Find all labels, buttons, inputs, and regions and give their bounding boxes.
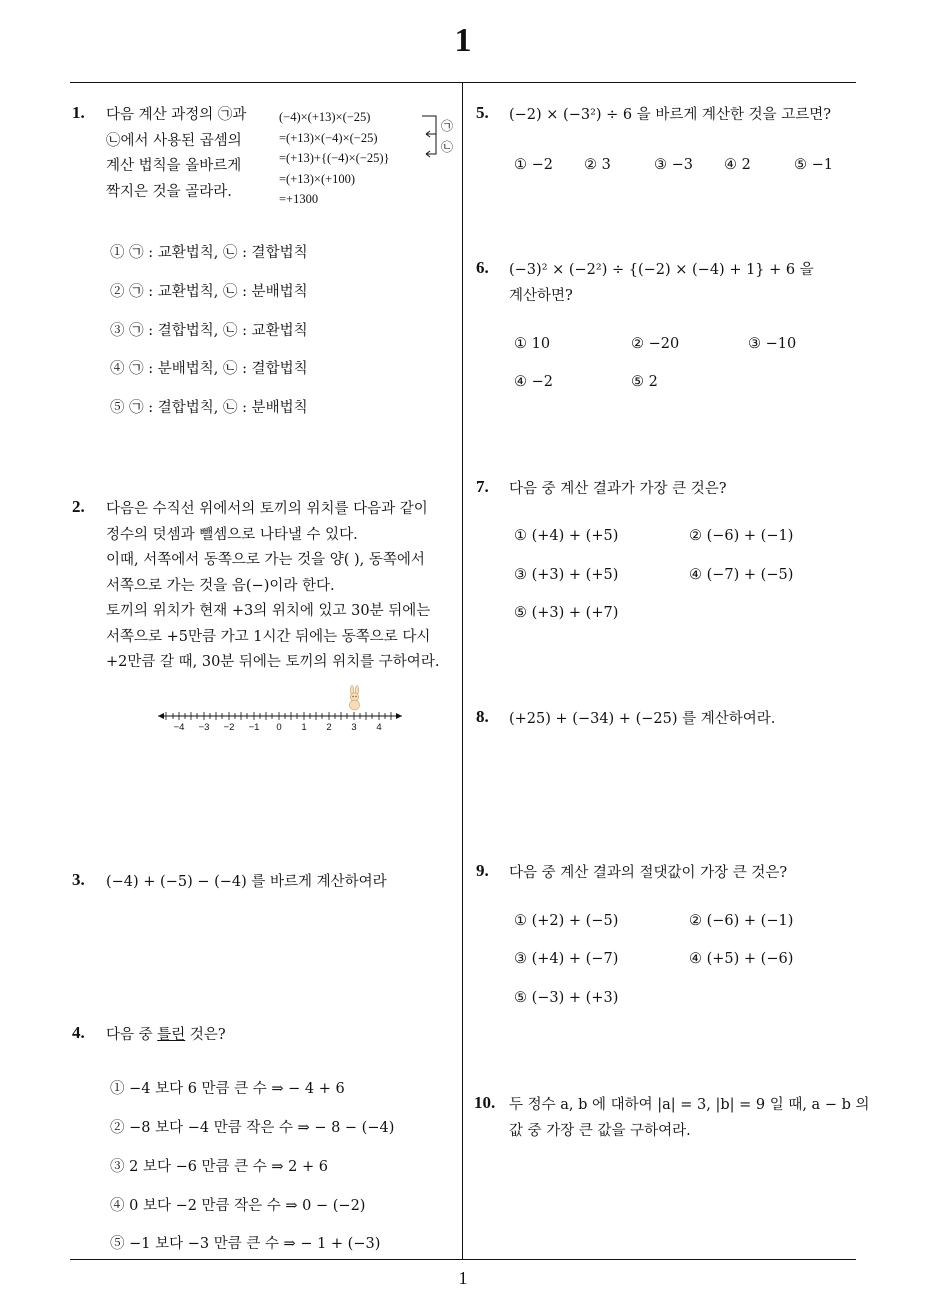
axis-label: −3 [198, 722, 210, 733]
question-5-text: (−2) × (−3²) ÷ 6 을 바르게 계산한 것을 고르면? [509, 107, 832, 123]
question-7-choice[interactable]: ① (+4) + (+5) [514, 528, 619, 544]
question-5-number: 5. [476, 103, 489, 122]
axis-label: −4 [173, 722, 185, 733]
page-title: 1 [454, 22, 472, 59]
question-4-text [106, 1023, 226, 1049]
question-7-text: 다음 중 계산 결과가 가장 큰 것은? [509, 481, 727, 497]
question-6-line: 계산하면? [509, 287, 573, 304]
question-6-number: 6. [476, 258, 489, 277]
question-10-line: 값 중 가장 큰 값을 구하여라. [509, 1122, 691, 1139]
question-5-choice[interactable]: ④ 2 [724, 157, 751, 173]
axis-label: 1 [301, 722, 307, 733]
question-5-choice[interactable]: ② 3 [584, 157, 611, 173]
question-1-text [106, 103, 276, 205]
question-6-choice[interactable]: ① 10 [514, 336, 551, 352]
question-8-text: (+25) + (−34) + (−25) 를 계산하여라. [509, 711, 776, 727]
question-1-choice[interactable]: ③ ㉠ : 결합법칙, ㉡ : 교환법칙 [110, 323, 308, 339]
question-6-choice[interactable]: ④ −2 [514, 374, 553, 390]
axis-label: −1 [248, 722, 260, 733]
question-6-choice[interactable]: ② −20 [631, 336, 680, 352]
question-4-choice[interactable]: ② −8 보다 −4 만큼 작은 수 ⇒ − 8 − (−4) [110, 1120, 395, 1136]
question-2-number: 2. [72, 497, 85, 516]
question-4-underlined: 틀린 [157, 1027, 186, 1043]
calc-line: =(+13)×(+100) [279, 171, 356, 186]
question-6-choice[interactable]: ⑤ 2 [631, 374, 658, 390]
mark-giyeok: ㉠ [441, 119, 454, 133]
column-divider [462, 83, 463, 1260]
calc-bracket-arrows [418, 112, 460, 164]
question-7-choice[interactable]: ③ (+3) + (+5) [514, 567, 619, 583]
question-9-choice[interactable]: ④ (+5) + (−6) [689, 951, 794, 967]
question-1-choice[interactable]: ② ㉠ : 교환법칙, ㉡ : 분배법칙 [110, 284, 308, 300]
question-6-choice[interactable]: ③ −10 [748, 336, 797, 352]
mark-nieun: ㉡ [441, 140, 454, 154]
question-1-choice[interactable]: ① ㉠ : 교환법칙, ㉡ : 결합법칙 [110, 245, 308, 261]
question-2-line: 서쪽으로 +5만큼 가고 1시간 뒤에는 동쪽으로 다시 [106, 628, 431, 645]
question-4-choice[interactable]: ③ 2 보다 −6 만큼 큰 수 ⇒ 2 + 6 [110, 1159, 328, 1175]
question-7-choice[interactable]: ⑤ (+3) + (+7) [514, 605, 619, 621]
question-4-number: 4. [72, 1023, 85, 1042]
question-10-line: 두 정수 a, b 에 대하여 |a| = 3, |b| = 9 일 때, a − b 의 [509, 1097, 870, 1113]
question-9-choice[interactable]: ② (−6) + (−1) [689, 913, 794, 929]
calc-line: =+1300 [279, 192, 319, 206]
question-9-text: 다음 중 계산 결과의 절댓값이 가장 큰 것은? [509, 865, 788, 881]
question-6-text [509, 258, 814, 309]
question-5-choice[interactable]: ⑤ −1 [794, 157, 833, 173]
axis-label: 3 [351, 722, 357, 733]
question-2-line: 다음은 수직선 위에서의 토끼의 위치를 다음과 같이 [106, 501, 428, 517]
question-3-number: 3. [72, 870, 85, 889]
question-4-choice[interactable]: ① −4 보다 6 만큼 큰 수 ⇒ − 4 + 6 [110, 1081, 345, 1097]
question-2-line: 정수의 덧셈과 뺄셈으로 나타낼 수 있다. [106, 526, 358, 543]
question-1-line: 다음 계산 과정의 ㉠과 [106, 107, 247, 123]
question-1-calculation [279, 107, 390, 210]
calc-line: (−4)×(+13)×(−25) [279, 110, 371, 124]
question-2-text [106, 497, 458, 676]
question-9-choice[interactable]: ③ (+4) + (−7) [514, 951, 619, 967]
top-divider [70, 82, 856, 83]
question-1-choice[interactable]: ⑤ ㉠ : 결합법칙, ㉡ : 분배법칙 [110, 400, 308, 416]
question-8-number: 8. [476, 707, 489, 726]
question-1-choice[interactable]: ④ ㉠ : 분배법칙, ㉡ : 결합법칙 [110, 361, 308, 377]
question-9-choice[interactable]: ① (+2) + (−5) [514, 913, 619, 929]
question-4-choice[interactable]: ④ 0 보다 −2 만큼 작은 수 ⇒ 0 − (−2) [110, 1198, 366, 1214]
question-4-text-pre: 다음 중 [106, 1027, 158, 1043]
question-10-number: 10. [474, 1093, 496, 1112]
question-7-choice[interactable]: ④ (−7) + (−5) [689, 567, 794, 583]
calc-line: =(+13)+{(−4)×(−25)} [279, 151, 390, 165]
axis-label: 4 [376, 722, 382, 733]
calc-line: =(+13)×(−4)×(−25) [279, 130, 378, 145]
question-5-choice[interactable]: ① −2 [514, 157, 553, 173]
question-1-line: ㉡에서 사용된 곱셈의 [106, 132, 242, 149]
question-1-line: 계산 법칙을 올바르게 [106, 158, 242, 174]
question-10-text [509, 1093, 869, 1144]
question-1-line: 짝지은 것을 골라라. [106, 183, 232, 200]
question-3-text: (−4) + (−5) − (−4) 를 바르게 계산하여라 [106, 874, 387, 890]
question-5-choice[interactable]: ③ −3 [654, 157, 693, 173]
question-4-text-post: 것은? [185, 1027, 226, 1043]
question-2-line: 서쪽으로 가는 것을 음(−)이라 한다. [106, 577, 335, 594]
question-4-choice[interactable]: ⑤ −1 보다 −3 만큼 큰 수 ⇒ − 1 + (−3) [110, 1236, 381, 1252]
question-9-number: 9. [476, 861, 489, 880]
bottom-divider [70, 1259, 856, 1260]
axis-label: 2 [326, 722, 332, 733]
question-1-number: 1. [72, 103, 85, 122]
rabbit-icon [350, 686, 360, 711]
question-6-line: (−3)² × (−2²) ÷ {(−2) × (−4) + 1} + 6 을 [509, 262, 814, 278]
axis-label: −2 [223, 722, 235, 733]
axis-label: 0 [276, 722, 282, 733]
question-9-choice[interactable]: ⑤ (−3) + (+3) [514, 990, 619, 1006]
question-7-choice[interactable]: ② (−6) + (−1) [689, 528, 794, 544]
question-2-line: 토끼의 위치가 현재 +3의 위치에 있고 30분 뒤에는 [106, 603, 431, 619]
question-2-line: +2만큼 갈 때, 30분 뒤에는 토끼의 위치를 구하여라. [106, 654, 440, 670]
page-number: 1 [458, 1268, 468, 1288]
question-7-number: 7. [476, 477, 489, 496]
question-2-line: 이때, 서쪽에서 동쪽으로 가는 것을 양( ), 동쪽에서 [106, 552, 425, 568]
